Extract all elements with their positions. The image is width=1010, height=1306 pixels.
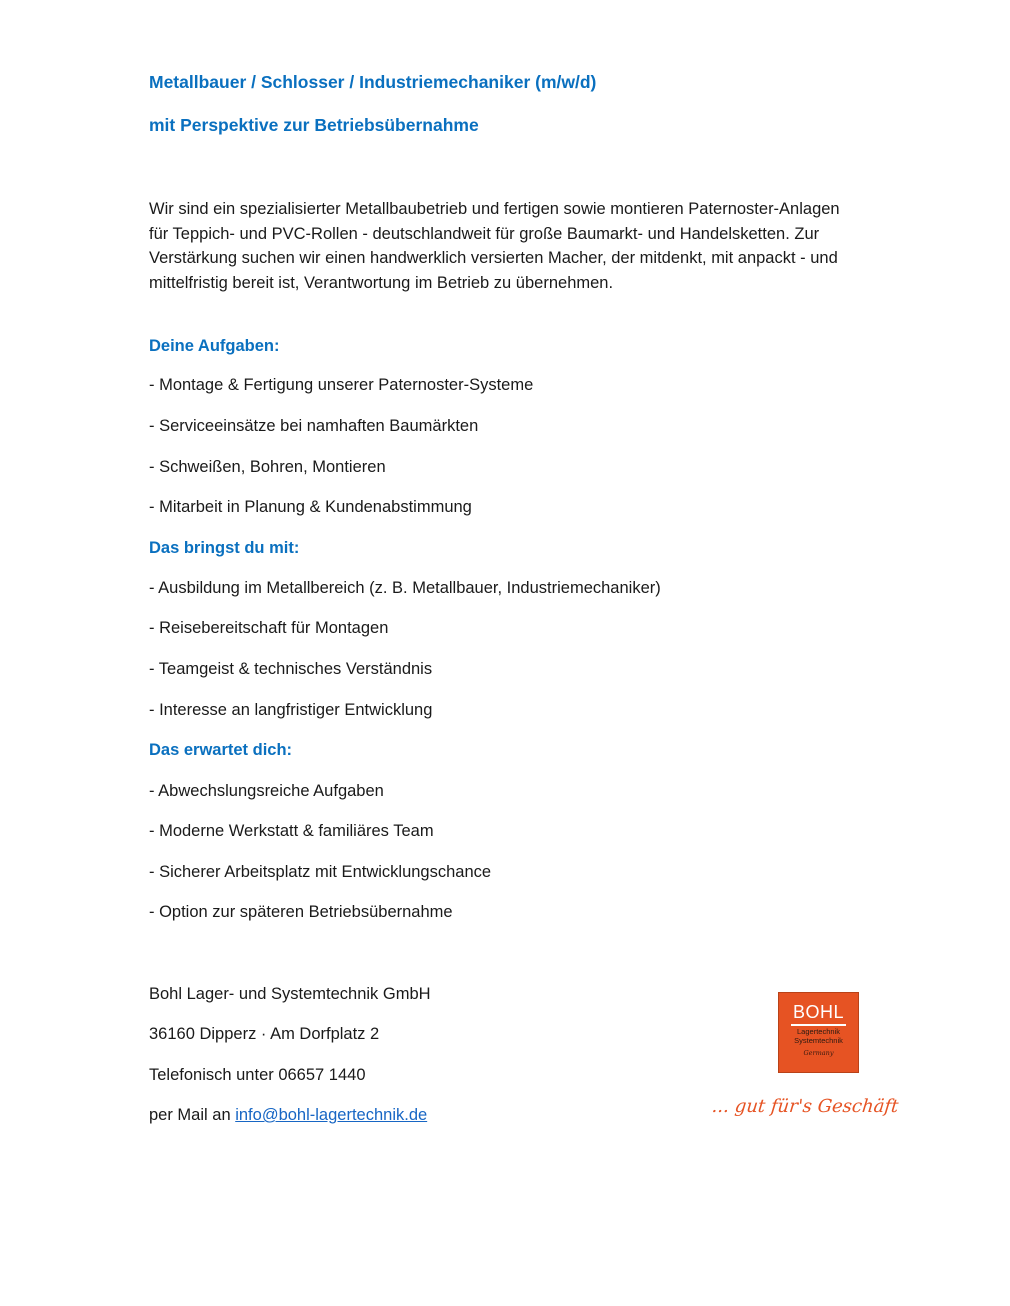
job-subtitle: mit Perspektive zur Betriebsübernahme [149, 115, 479, 135]
list-item: - Mitarbeit in Planung & Kundenabstimmung [149, 498, 472, 516]
list-item: - Sicherer Arbeitsplatz mit Entwicklungschance [149, 863, 492, 881]
list-item: - Ausbildung im Metallbereich (z. B. Metallbauer, Industriemechaniker) [149, 579, 661, 597]
intro-paragraph: Wir sind ein spezialisierter Metallbaubetrieb und fertigen sowie montieren Paternoster-Anlagen für Teppich- und PVC-Rollen - deutschlandweit für große Baumarkt- und Handelsketten. Zur Verstärkung suchen wir einen handwerklich versierten Macher, der mitdenkt, mit anpackt - und mittelfristig bereit ist, Verantwortung im Betrieb zu übernehmen. [149, 200, 840, 292]
list-item: - Interesse an langfristiger Entwicklung [149, 701, 433, 719]
company-email-line [149, 1106, 427, 1125]
section-heading-benefits: Das erwartet dich: [149, 741, 293, 759]
logo-slogan: ... gut für's Geschäft [710, 1096, 900, 1117]
logo-line-1: Lagertechnik [797, 1027, 840, 1036]
bohl-logo [778, 992, 859, 1073]
list-item: - Reisebereitschaft für Montagen [149, 619, 389, 637]
list-item: - Moderne Werkstatt & familiäres Team [149, 822, 434, 840]
section-heading-requirements: Das bringst du mit: [149, 539, 300, 557]
list-item: - Serviceeinsätze bei namhaften Baumärkten [149, 417, 479, 435]
email-link[interactable]: info@bohl-lagertechnik.de [235, 1106, 428, 1124]
logo-line-2: Systemtechnik [794, 1035, 843, 1045]
section-heading-tasks: Deine Aufgaben: [149, 337, 280, 355]
logo-name: BOHL [792, 1002, 845, 1022]
list-item: - Abwechslungsreiche Aufgaben [149, 782, 384, 800]
list-item: - Teamgeist & technisches Verständnis [149, 660, 433, 678]
email-prefix: per Mail an [149, 1106, 236, 1124]
company-name: Bohl Lager- und Systemtechnik GmbH [149, 985, 431, 1003]
list-item: - Option zur späteren Betriebsübernahme [149, 903, 453, 921]
company-phone: Telefonisch unter 06657 1440 [149, 1066, 366, 1084]
logo-country: Germany [803, 1049, 834, 1057]
company-address: 36160 Dipperz · Am Dorfplatz 2 [149, 1025, 380, 1043]
job-title: Metallbauer / Schlosser / Industriemechaniker (m/w/d) [149, 72, 597, 92]
list-item: - Schweißen, Bohren, Montieren [149, 458, 386, 476]
logo-divider [791, 1024, 846, 1026]
list-item: - Montage & Fertigung unserer Paternoster-Systeme [149, 376, 534, 394]
